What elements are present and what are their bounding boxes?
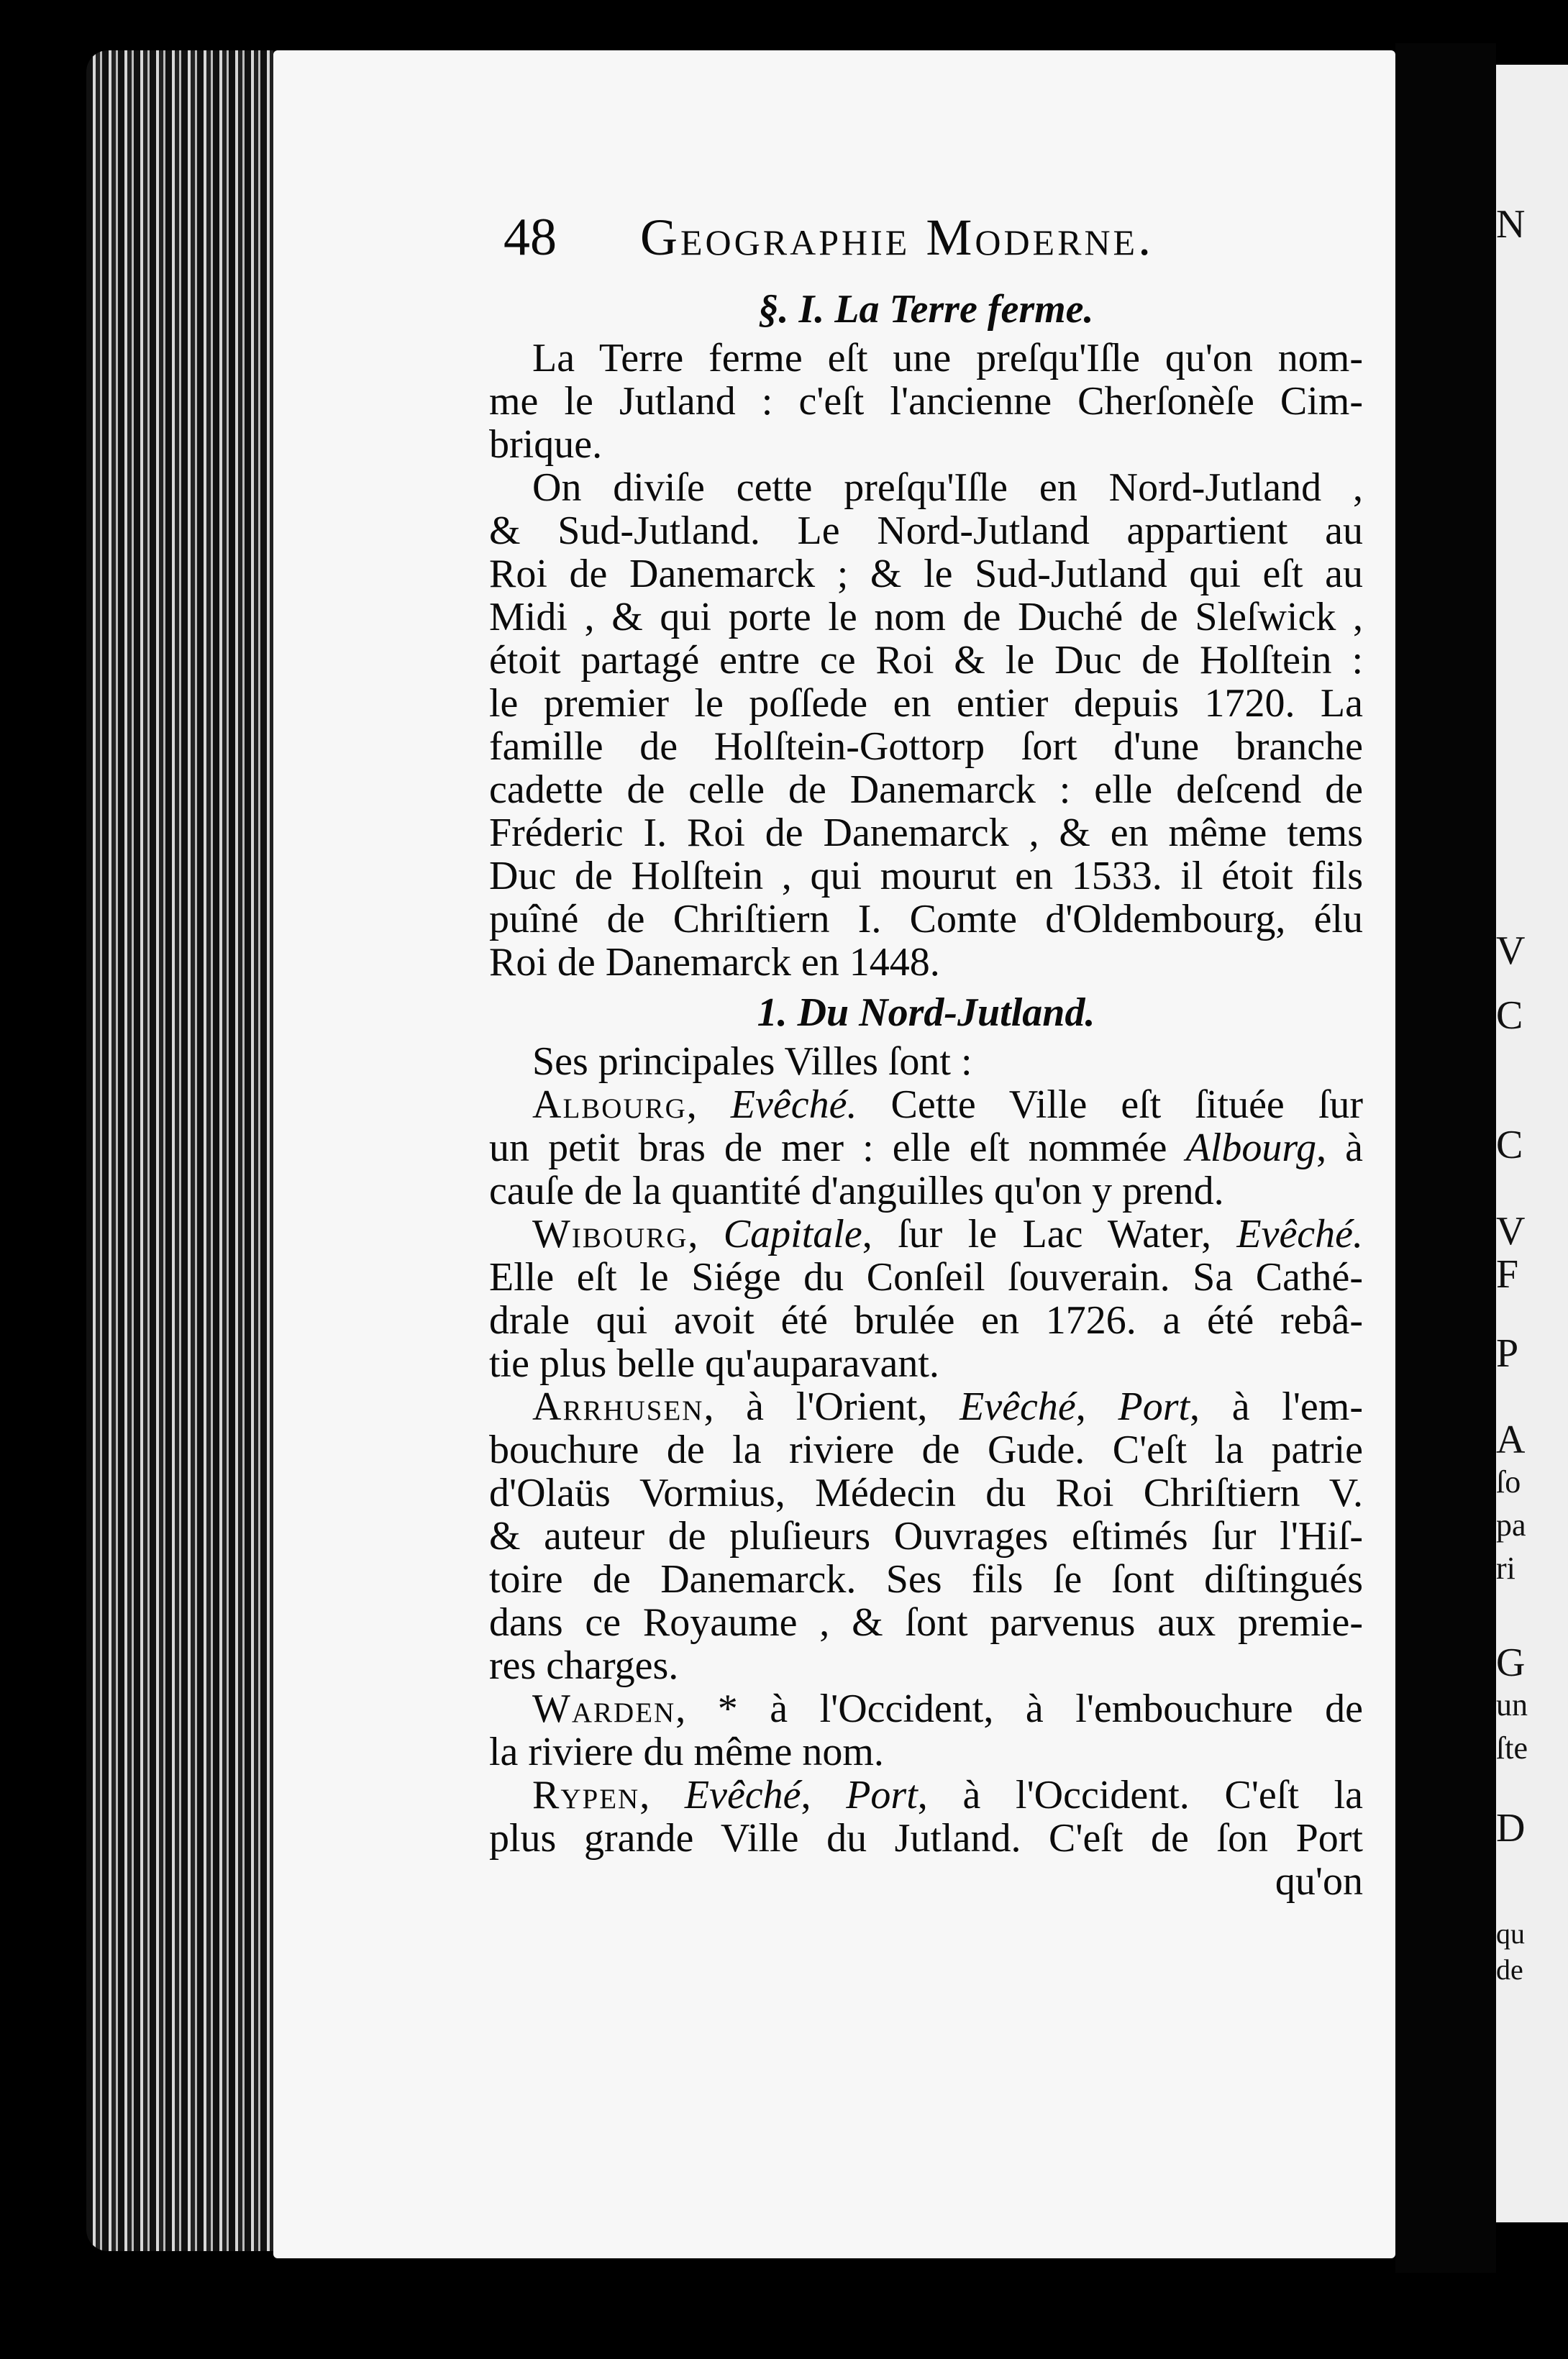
city-name: Wibourg xyxy=(532,1212,688,1256)
city-name: Arrhusen xyxy=(532,1384,704,1429)
city-rank: Evêché. xyxy=(1236,1212,1364,1256)
facing-fragment: D xyxy=(1496,1806,1526,1851)
facing-fragment: ſo xyxy=(1496,1464,1521,1500)
subheading: 1. Du Nord-Jutland. xyxy=(757,990,1095,1035)
entry-warden xyxy=(489,1687,1363,1730)
text-line: tie plus belle qu'auparavant. xyxy=(489,1341,939,1386)
text-line: Duc de Holſtein , qui mourut en 1533. il étoit fils xyxy=(489,854,1363,898)
catchword: qu'on xyxy=(1275,1859,1363,1904)
facing-fragment: V xyxy=(1496,928,1526,973)
text-line: Ses principales Villes ſont : xyxy=(532,1039,972,1084)
text-fragment: , * à l'Occident, à l'embouchure de xyxy=(675,1687,1363,1731)
facing-fragment: A xyxy=(1496,1418,1526,1462)
text-line: Roi de Danemarck ; & le Sud-Jutland qui eſt au xyxy=(489,552,1363,596)
text-line: me le Jutland : c'eſt l'ancienne Cherſonèſe Cim- xyxy=(489,379,1363,424)
text-line: Elle eſt le Siége du Conſeil ſouverain. Sa Cathé- xyxy=(489,1255,1363,1300)
text-line: toire de Danemarck. Ses fils ſe ſont diſtingués xyxy=(489,1557,1363,1602)
book-gutter xyxy=(1395,43,1496,2273)
city-name: Rypen xyxy=(532,1773,640,1817)
text-line: puîné de Chriſtiern I. Comte d'Oldembourg, élu xyxy=(489,897,1363,941)
city-port: Port xyxy=(846,1773,918,1817)
text-line: La Terre ferme eſt une preſqu'Iſle qu'on nom- xyxy=(532,336,1363,380)
text-line: famille de Holſtein-Gottorp ſort d'une branche xyxy=(489,724,1363,769)
facing-fragment: ſte xyxy=(1496,1730,1528,1766)
city-port: Port xyxy=(1118,1384,1190,1429)
text-line: la riviere du même nom. xyxy=(489,1730,884,1774)
text-line: Fréderic I. Roi de Danemarck , & en même tems xyxy=(489,811,1363,855)
facing-fragment: pa xyxy=(1496,1507,1526,1543)
facing-fragment: N xyxy=(1496,202,1526,247)
page-number: 48 xyxy=(503,208,557,267)
text-fragment: , à l'em- xyxy=(1190,1384,1363,1429)
section-heading: §. I. La Terre ferme. xyxy=(758,287,1094,332)
entry-arrhusen: Arrhusen, à l'Orient, Evêché, Port, à l'em- xyxy=(532,1384,1363,1429)
facing-fragment: de xyxy=(1496,1953,1523,1986)
text-line: Roi de Danemarck en 1448. xyxy=(489,940,940,985)
text-fragment: , à xyxy=(1316,1126,1364,1170)
text-line: res charges. xyxy=(489,1643,679,1688)
text-fragment: , à l'Occident. C'eſt la xyxy=(917,1773,1363,1817)
running-title: Geographie Moderne. xyxy=(640,209,1154,266)
text-line: étoit partagé entre ce Roi & le Duc de Holſtein : xyxy=(489,638,1363,683)
facing-fragment: C xyxy=(1496,1123,1523,1167)
text-line: d'Olaüs Vormius, Médecin du Roi Chriſtiern V. xyxy=(489,1471,1363,1515)
city-rank: Evêché xyxy=(960,1384,1076,1429)
text-line: bouchure de la riviere de Gude. C'eſt la patrie xyxy=(489,1428,1363,1472)
facing-fragment: P xyxy=(1496,1331,1519,1376)
running-head xyxy=(503,201,1367,273)
facing-fragment: ri xyxy=(1496,1551,1515,1586)
page-body xyxy=(489,288,1363,1903)
text-fragment: , à l'Orient, xyxy=(703,1384,928,1429)
facing-fragment: G xyxy=(1496,1641,1526,1685)
entry-rypen: Rypen, Evêché, Port, à l'Occident. C'eſt la xyxy=(532,1773,1363,1817)
city-name: Warden xyxy=(532,1687,676,1731)
city-rank: Evêché xyxy=(684,1773,801,1817)
text-line: dans ce Royaume , & ſont parvenus aux premie- xyxy=(489,1600,1363,1645)
facing-fragment: qu xyxy=(1496,1917,1525,1950)
entry-albourg: Albourg, Evêché. Cette Ville eſt ſituée ſur xyxy=(532,1082,1364,1127)
facing-fragment: C xyxy=(1496,993,1523,1038)
facing-fragment: V xyxy=(1496,1209,1526,1254)
city-name: Albourg xyxy=(532,1082,687,1127)
text-line: le premier le poſſede en entier depuis 1720. La xyxy=(489,681,1363,726)
text-line: cadette de celle de Danemarck : elle deſcend de xyxy=(489,767,1363,812)
text-line: & auteur de pluſieurs Ouvrages eſtimés ſur l'Hiſ- xyxy=(489,1514,1363,1559)
text-line: plus grande Ville du Jutland. C'eſt de ſon Port xyxy=(489,1816,1363,1861)
text-line: cauſe de la quantité d'anguilles qu'on y prend. xyxy=(489,1169,1224,1213)
entry-wibourg: Wibourg, Capitale, ſur le Lac Water, Evêché. xyxy=(532,1212,1364,1256)
facing-fragment: F xyxy=(1496,1252,1519,1297)
facing-page-edge xyxy=(1496,65,1568,2222)
facing-fragment: un xyxy=(1496,1687,1528,1723)
text-fragment: Cette Ville eſt ſituée ſur xyxy=(890,1082,1364,1127)
text-line: brique. xyxy=(489,422,603,467)
text-fragment: un petit bras de mer : elle eſt nommée xyxy=(489,1126,1167,1170)
page-edges xyxy=(86,50,273,2251)
text-line xyxy=(489,1126,1363,1169)
city-alt-name: Albourg xyxy=(1185,1126,1317,1170)
text-fragment: , ſur le Lac Water, xyxy=(862,1212,1211,1256)
text-line: & Sud-Jutland. Le Nord-Jutland appartient au xyxy=(489,508,1363,553)
text-line: On diviſe cette preſqu'Iſle en Nord-Jutland , xyxy=(532,465,1363,510)
city-capital: Capitale xyxy=(723,1212,862,1256)
city-rank: Evêché. xyxy=(730,1082,857,1127)
text-line: drale qui avoit été brulée en 1726. a été rebâ- xyxy=(489,1298,1363,1343)
text-line: Midi , & qui porte le nom de Duché de Sleſwick , xyxy=(489,595,1363,639)
